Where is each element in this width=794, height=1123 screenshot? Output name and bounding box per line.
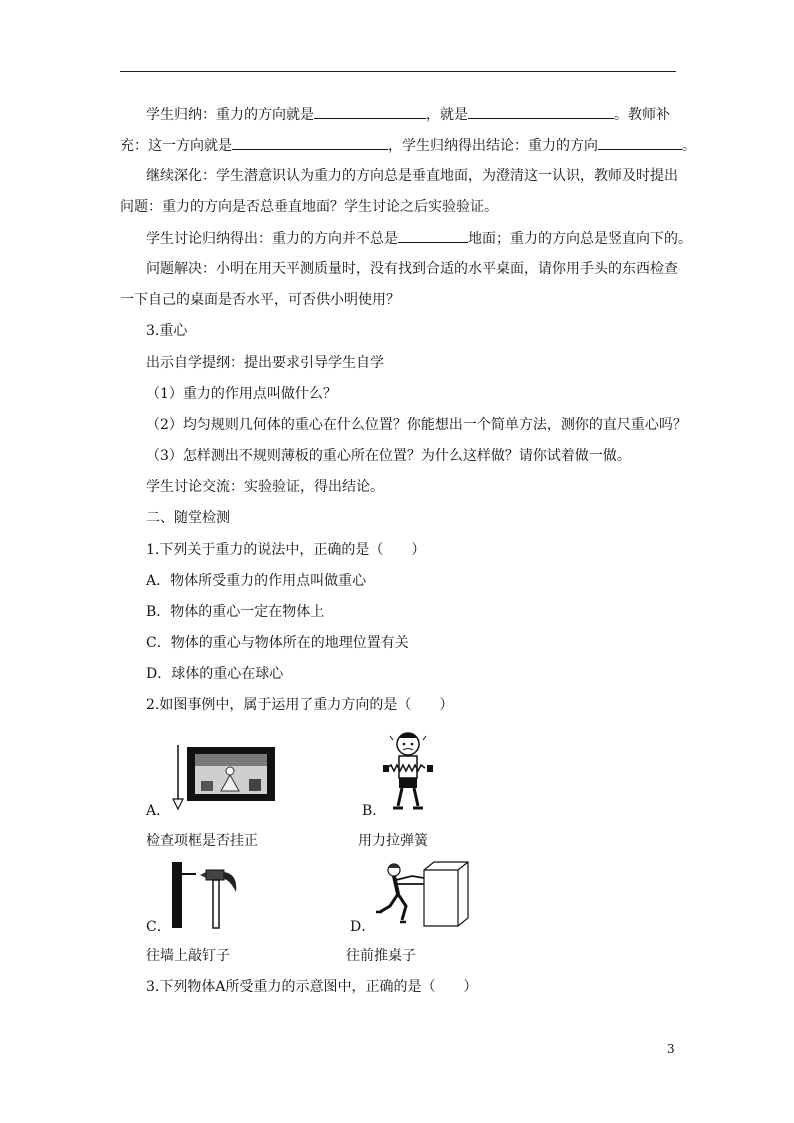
figure-a-letter: A． <box>146 803 171 819</box>
question-item: （3）怎样测出不规则薄板的重心所在位置？为什么这样做？请你试着做一做。 <box>146 448 631 464</box>
header-rule <box>120 71 676 72</box>
figure-a-caption: 检查项框是否挂正 <box>146 833 258 849</box>
question-stem: 3.下列物体A所受重力的示意图中，正确的是（ ） <box>146 979 478 995</box>
figure-b-letter: B． <box>362 803 387 819</box>
option-c: C．物体的重心与物体所在的地理位置有关 <box>146 635 409 651</box>
question-stem: 2.如图事例中，属于运用了重力方向的是（ ） <box>146 697 454 713</box>
figure-d-letter: D． <box>350 919 376 935</box>
paragraph-line: 学生归纳：重力的方向就是 ，就是 。教师补 <box>146 104 670 125</box>
paragraph-line: 出示自学提纲：提出要求引导学生自学 <box>146 355 384 371</box>
paragraph-line: 问题：重力的方向是否总垂直地面？学生讨论之后实验验证。 <box>120 199 498 215</box>
option-d: D．球体的重心在球心 <box>146 666 284 682</box>
page-number: 3 <box>667 1042 675 1056</box>
paragraph-line: 一下自己的桌面是否水平，可否供小明使用？ <box>120 292 400 308</box>
option-a: A．物体所受重力的作用点叫做重心 <box>146 573 367 589</box>
question-item: （1）重力的作用点叫做什么？ <box>146 386 337 402</box>
figure-b-caption: 用力拉弹簧 <box>358 833 428 849</box>
hammer-wall-figure <box>164 860 244 930</box>
option-b: B．物体的重心一定在物体上 <box>146 604 325 620</box>
figure-c-letter: C． <box>146 919 171 935</box>
section-heading: 3.重心 <box>146 323 188 339</box>
push-box-figure <box>372 858 472 930</box>
paragraph-line: 充：这一方向就是 ，学生归纳得出结论：重力的方向 。 <box>120 135 696 156</box>
paragraph-line: 学生讨论交流：实验验证，得出结论。 <box>146 479 384 495</box>
figure-d-caption: 往前推桌子 <box>346 948 416 964</box>
spring-stretch-figure <box>378 730 438 814</box>
paragraph-line: 学生讨论归纳得出：重力的方向并不总是 地面；重力的方向总是竖直向下的。 <box>146 228 692 249</box>
plumb-line-frame-figure <box>165 743 280 811</box>
question-stem: 1.下列关于重力的说法中，正确的是（ ） <box>146 542 426 558</box>
figure-c-caption: 往墙上敲钉子 <box>146 948 230 964</box>
section-heading: 二、随堂检测 <box>146 510 230 526</box>
paragraph-line: 问题解决：小明在用天平测质量时，没有找到合适的水平桌面，请你用手头的东西检查 <box>146 261 678 277</box>
paragraph-line: 继续深化：学生潜意识认为重力的方向总是垂直地面，为澄清这一认识，教师及时提出 <box>146 168 678 184</box>
question-item: （2）均匀规则几何体的重心在什么位置？你能想出一个简单方法，测你的直尺重心吗？ <box>146 417 687 433</box>
